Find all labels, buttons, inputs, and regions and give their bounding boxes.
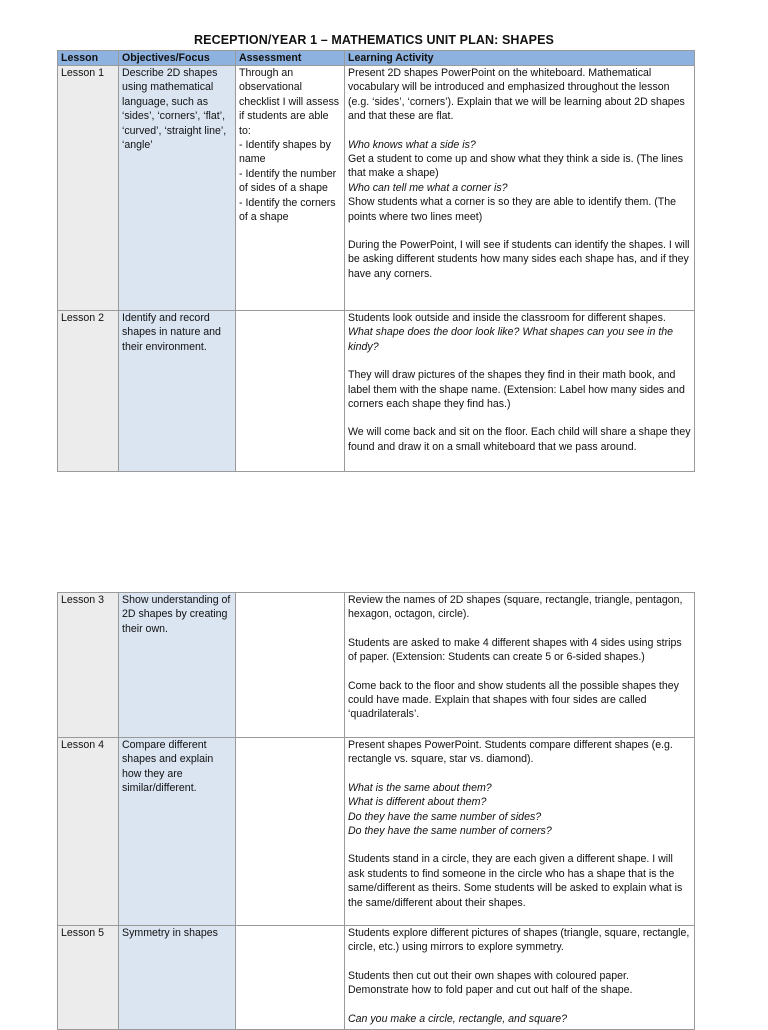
assessment-cell — [236, 66, 345, 311]
objective-cell: Identify and record shapes in nature and their environment. — [119, 311, 236, 472]
activity-text: Students stand in a circle, they are each given a different shape. I will ask students to find someone in the circle who has a shape that is the same/different as theirs. Some students will be asked to explain what is the same/different about their shapes. — [348, 853, 683, 909]
objective-cell: Show understanding of 2D shapes by creating their own. — [119, 593, 236, 738]
activity-text: Students explore different pictures of shapes (triangle, square, rectangle, circle, etc.) using mirrors to explore symmetry. — [348, 927, 690, 954]
activity-text: Students are asked to make 4 different shapes with 4 sides using strips of paper. (Extension: Students can create 5 or 6-sided shapes.) — [348, 636, 682, 664]
activity-question: What shape does the door look like? What shapes can you see in the kindy? — [348, 326, 674, 353]
unit-plan-table-bottom — [57, 592, 695, 1030]
activity-text: Show students what a corner is so they are able to identify them. (The points where two lines meet) — [348, 196, 676, 223]
lesson-cell: Lesson 5 — [58, 926, 119, 1030]
table-row-lesson-2 — [58, 311, 695, 472]
activity-text: During the PowerPoint, I will see if students can identify the shapes. I will be asking different students how many sides each shape has, and if they have any corners. — [348, 239, 690, 280]
activity-cell — [345, 738, 695, 926]
objective-cell: Symmetry in shapes — [119, 926, 236, 1030]
activity-text: Come back to the floor and show students all the possible shapes they could have made. Explain that shapes with four sides are called ‘quadrilaterals’. — [348, 679, 679, 721]
activity-cell — [345, 593, 695, 738]
activity-cell — [345, 926, 695, 1030]
activity-question: What is the same about them? — [348, 781, 492, 794]
activity-text: Get a student to come up and show what they think a side is. (The lines that make a shape) — [348, 153, 684, 180]
activity-question: What is different about them? — [348, 796, 487, 809]
table-row-lesson-5 — [58, 926, 695, 1030]
assessment-text: Through an observational checklist I will assess if students are able to: — [239, 67, 340, 137]
table-row-lesson-1 — [58, 66, 695, 311]
activity-text: Present shapes PowerPoint. Students compare different shapes (e.g. rectangle vs. square, star vs. diamond). — [348, 739, 673, 766]
assessment-cell — [236, 593, 345, 738]
assessment-text: - Identify shapes by name — [239, 139, 331, 166]
activity-question: Who knows what a side is? — [348, 138, 476, 151]
assessment-cell — [236, 738, 345, 926]
lesson-cell: Lesson 2 — [58, 311, 119, 472]
assessment-cell — [236, 311, 345, 472]
assessment-cell — [236, 926, 345, 1030]
unit-plan-table-top — [57, 50, 695, 472]
lesson-cell: Lesson 3 — [58, 593, 119, 738]
header-assessment: Assessment — [236, 51, 345, 66]
objective-cell: Compare different shapes and explain how they are similar/different. — [119, 738, 236, 926]
activity-text: Students then cut out their own shapes with coloured paper. Demonstrate how to fold paper and cut out half of the shape. — [348, 969, 633, 997]
header-activity: Learning Activity — [345, 51, 695, 66]
header-lesson: Lesson — [58, 51, 119, 66]
activity-question: Do they have the same number of sides? — [348, 810, 542, 823]
activity-text: Review the names of 2D shapes (square, rectangle, triangle, pentagon, hexagon, octagon, circle). — [348, 594, 683, 621]
activity-text: They will draw pictures of the shapes they find in their math book, and label them with the shape name. (Extension: Label how many sides and corners each shape they find has.) — [348, 369, 685, 411]
table-row-lesson-3 — [58, 593, 695, 738]
lesson-cell: Lesson 1 — [58, 66, 119, 311]
assessment-text: - Identify the number of sides of a shape — [239, 167, 337, 195]
activity-text: Present 2D shapes PowerPoint on the whiteboard. Mathematical vocabulary will be introduced and emphasized throughout the lesson (e.g. ‘sides’, ‘corners’). Explain that we will be learning about 2D shapes and that these are flat. — [348, 67, 685, 123]
lesson-cell: Lesson 4 — [58, 738, 119, 926]
table-row-lesson-4 — [58, 738, 695, 926]
activity-question: Who can tell me what a corner is? — [348, 181, 508, 194]
activity-question: Do they have the same number of corners? — [348, 825, 552, 838]
header-objectives: Objectives/Focus — [119, 51, 236, 66]
assessment-text: - Identify the corners of a shape — [239, 196, 336, 224]
activity-question: Can you make a circle, rectangle, and square? — [348, 1012, 568, 1025]
page-title: RECEPTION/YEAR 1 – MATHEMATICS UNIT PLAN: SHAPES — [194, 33, 554, 47]
activity-text: We will come back and sit on the floor. Each child will share a shape they found and draw it on a small whiteboard that we pass around. — [348, 426, 691, 453]
table-header-row — [58, 51, 695, 66]
activity-text: Students look outside and inside the classroom for different shapes. — [348, 312, 666, 324]
activity-cell — [345, 311, 695, 472]
activity-cell — [345, 66, 695, 311]
objective-cell: Describe 2D shapes using mathematical language, such as ‘sides’, ‘corners’, ‘flat’, ‘curved’, ‘straight line’, ‘angle’ — [119, 66, 236, 311]
